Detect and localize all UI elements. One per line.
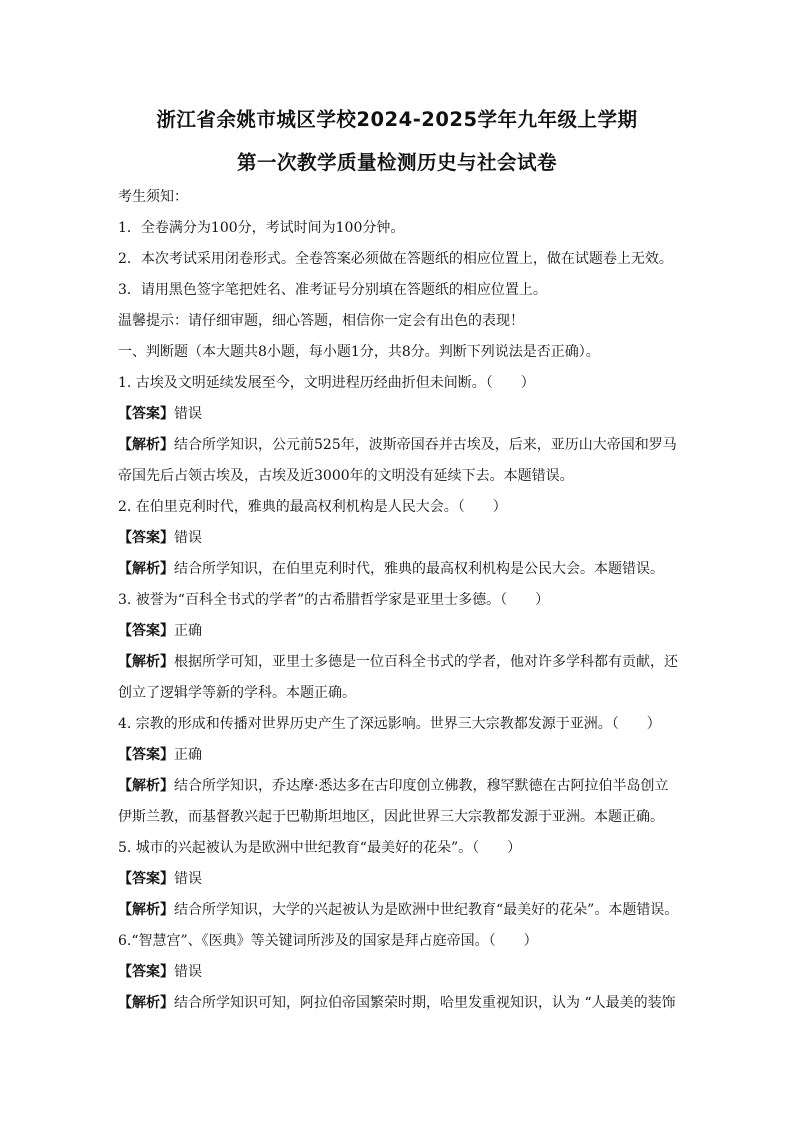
analysis-text: 根据所学可知，亚里士多德是一位百科全书式的学者，他对许多学科都有贡献，还: [174, 654, 678, 670]
answer-line: [118, 523, 690, 554]
answer-tag: 【答案】: [118, 871, 174, 887]
answer-line: [118, 399, 690, 430]
notice-tip: 温馨提示：请仔细审题，细心答题，相信你一定会有出色的表现！: [118, 313, 524, 329]
answer-tag: 【答案】: [118, 747, 174, 763]
notice-heading: 考生须知：: [118, 189, 188, 205]
analysis-tag: 【解析】: [118, 778, 174, 794]
analysis-tag: 【解析】: [118, 437, 174, 453]
answer-tag: 【答案】: [118, 964, 174, 980]
answer-tag: 【答案】: [118, 623, 174, 639]
answer-line: [118, 740, 690, 771]
analysis-text: 结合所学知识，乔达摩·悉达多在古印度创立佛教，穆罕默德在古阿拉伯半岛创立: [174, 778, 669, 794]
analysis-tag: 【解析】: [118, 995, 174, 1011]
analysis-text: 结合所学知识，公元前525年，波斯帝国吞并古埃及，后来，亚历山大帝国和罗马: [174, 437, 677, 453]
analysis-line: [118, 988, 690, 1019]
question-text: 4. 宗教的形成和传播对世界历史产生了深远影响。世界三大宗教都发源于亚洲。（ ）: [118, 716, 661, 732]
exam-title-line1: 浙江省余姚市城区学校2024-2025学年九年级上学期: [156, 108, 638, 131]
answer-value: 错误: [174, 871, 202, 887]
answer-value: 错误: [174, 964, 202, 980]
analysis-text: 帝国先后占领古埃及，古埃及近3000年的文明没有延续下去。本题错误。: [118, 468, 574, 484]
analysis-line: [118, 771, 690, 802]
question-text: 3. 被誉为“百科全书式的学者”的古希腊哲学家是亚里士多德。（ ）: [118, 592, 550, 608]
analysis-line: [118, 554, 690, 585]
answer-value: 错误: [174, 530, 202, 546]
analysis-line: [118, 430, 690, 461]
analysis-line: [118, 895, 690, 926]
answer-value: 正确: [174, 623, 202, 639]
analysis-text: 结合所学知识，大学的兴起被认为是欧洲中世纪教育“最美好的花朵”。本题错误。: [174, 902, 679, 918]
analysis-tag: 【解析】: [118, 902, 174, 918]
answer-line: [118, 616, 690, 647]
answer-line: [118, 864, 690, 895]
analysis-text: 结合所学知识可知，阿拉伯帝国繁荣时期，哈里发重视知识，认为 “人最美的装饰: [174, 995, 676, 1011]
question-text: 5. 城市的兴起被认为是欧洲中世纪教育“最美好的花朵”。（ ）: [118, 840, 522, 856]
notice-item: 3．请用黑色签字笔把姓名、准考证号分别填在答题纸的相应位置上。: [118, 282, 547, 298]
answer-tag: 【答案】: [118, 406, 174, 422]
exam-content: [118, 182, 690, 1019]
analysis-line: [118, 647, 690, 678]
notice-item: 2．本次考试采用闭卷形式。全卷答案必须做在答题纸的相应位置上，做在试题卷上无效。: [118, 251, 673, 267]
question-text: 1. 古埃及文明延续发展至今，文明进程历经曲折但未间断。（ ）: [118, 375, 535, 391]
analysis-tag: 【解析】: [118, 654, 174, 670]
notice-item: 1．全卷满分为100分，考试时间为100分钟。: [118, 220, 405, 236]
answer-value: 正确: [174, 747, 202, 763]
analysis-text: 创立了逻辑学等新的学科。本题正确。: [118, 685, 356, 701]
answer-line: [118, 957, 690, 988]
answer-value: 错误: [174, 406, 202, 422]
question-text: 6.“智慧宫”、《医典》等关键词所涉及的国家是拜占庭帝国。（ ）: [118, 933, 538, 949]
section-heading: 一、判断题（本大题共8小题，每小题1分，共8分。判断下列说法是否正确）。: [118, 344, 600, 360]
answer-tag: 【答案】: [118, 530, 174, 546]
analysis-text: 伊斯兰教，而基督教兴起于巴勒斯坦地区，因此世界三大宗教都发源于亚洲。本题正确。: [118, 809, 664, 825]
question-text: 2. 在伯里克利时代，雅典的最高权利机构是人民大会。（ ）: [118, 499, 507, 515]
analysis-text: 结合所学知识，在伯里克利时代，雅典的最高权利机构是公民大会。本题错误。: [174, 561, 664, 577]
exam-title-line2: 第一次教学质量检测历史与社会试卷: [236, 151, 557, 174]
analysis-tag: 【解析】: [118, 561, 174, 577]
